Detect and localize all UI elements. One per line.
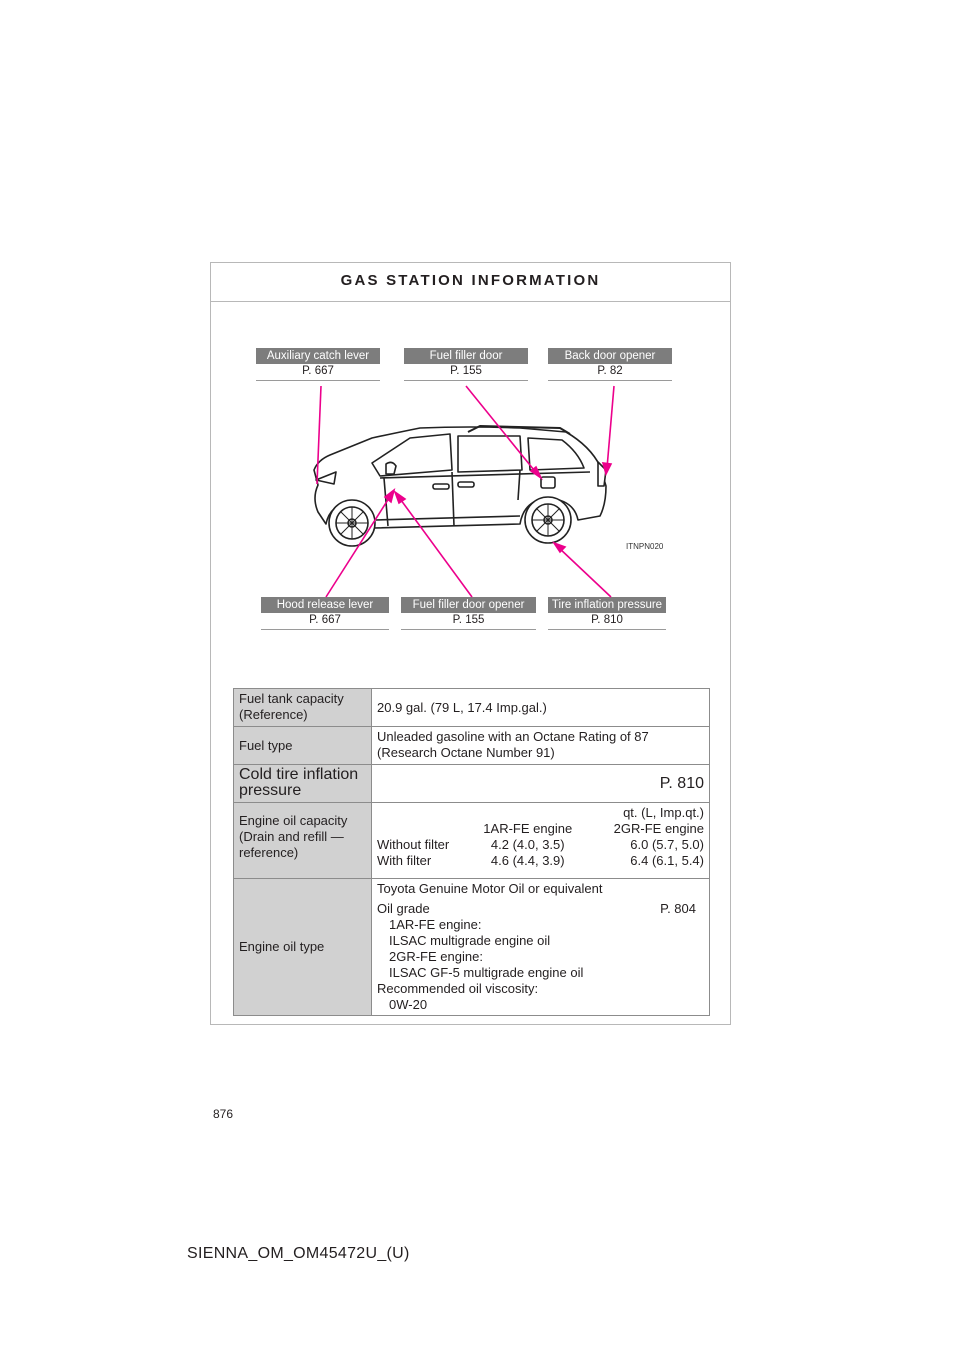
- oil-e2-name: 2GR-FE engine:: [389, 949, 483, 964]
- oil-e2-oil: ILSAC GF-5 multigrade engine oil: [389, 965, 584, 980]
- oil-row-v2: 6.0 (5.7, 5.0): [630, 837, 704, 852]
- fuel-type-label: Fuel type: [234, 727, 372, 765]
- cold-tire-label: Cold tire inflation pressure: [234, 765, 372, 803]
- oil-viscosity-value: 0W-20: [389, 997, 428, 1012]
- oil-grade-page-ref[interactable]: P. 804: [660, 901, 696, 916]
- callout-label: Back door opener: [548, 348, 672, 364]
- fuel-type-value: [372, 727, 710, 765]
- oil-e1-oil: ILSAC multigrade engine oil: [389, 933, 551, 948]
- callout-page-ref[interactable]: P. 155: [404, 364, 528, 381]
- callout-label: Hood release lever: [261, 597, 389, 613]
- oil-type-line1: Toyota Genuine Motor Oil or equivalent: [377, 881, 603, 896]
- leader-back-door-opener: [607, 386, 614, 468]
- oil-row-name: With filter: [377, 853, 432, 868]
- oil-e1-name: 1AR-FE engine:: [389, 917, 482, 932]
- callout-label: Auxiliary catch lever: [256, 348, 380, 364]
- oil-col-2gr: 2GR-FE engine: [613, 821, 704, 836]
- callout-page-ref[interactable]: P. 155: [401, 613, 536, 630]
- callout-page-ref[interactable]: P. 667: [256, 364, 380, 381]
- table-row: [234, 727, 710, 765]
- fuel-tank-value: 20.9 gal. (79 L, 17.4 Imp.gal.): [372, 689, 710, 727]
- oil-grade-label: Oil grade: [377, 901, 430, 916]
- leader-tire-inflation-pressure: [558, 547, 611, 597]
- oil-row-v1: 4.6 (4.4, 3.9): [490, 853, 565, 868]
- oil-viscosity-label: Recommended oil viscosity:: [377, 981, 539, 996]
- page-title: GAS STATION INFORMATION: [211, 263, 730, 302]
- fuel-filler-door-shape: [541, 477, 555, 488]
- table-row: [234, 765, 710, 803]
- oil-row-name: Without filter: [377, 837, 450, 852]
- fuel-tank-label: Fuel tank capacity (Reference): [234, 689, 372, 727]
- middle-window: [458, 436, 522, 472]
- callout-page-ref[interactable]: P. 810: [548, 613, 666, 630]
- fuel-type-line2: (Research Octane Number 91): [377, 745, 555, 760]
- callout-label: Tire inflation pressure: [548, 597, 666, 613]
- engine-oil-type-label: Engine oil type: [234, 879, 372, 1016]
- callout-page-ref[interactable]: P. 667: [261, 613, 389, 630]
- callout-page-ref[interactable]: P. 82: [548, 364, 672, 381]
- oil-row-v1: 4.2 (4.0, 3.5): [490, 837, 565, 852]
- engine-oil-capacity-label: Engine oil capacity (Drain and refill — reference): [234, 803, 372, 879]
- engine-oil-type-value: [372, 879, 710, 1016]
- footer-doc-code: SIENNA_OM_OM45472U_(U): [187, 1245, 410, 1262]
- fuel-type-line1: Unleaded gasoline with an Octane Rating of 87: [377, 729, 649, 744]
- oil-row-v2: 6.4 (6.1, 5.4): [630, 853, 704, 868]
- engine-oil-capacity-value: [372, 803, 710, 879]
- oil-capacity-unit: qt. (L, Imp.qt.): [623, 805, 704, 820]
- table-row: [234, 879, 710, 1016]
- table-row: [234, 803, 710, 879]
- rear-wheel: [525, 497, 571, 543]
- image-code: ITNPN020: [626, 542, 664, 551]
- oil-capacity-grid: [377, 821, 704, 869]
- callout-label: Fuel filler door opener: [401, 597, 536, 613]
- table-row: [234, 689, 710, 727]
- callout-label: Fuel filler door: [404, 348, 528, 364]
- fuel-info-table: [233, 688, 710, 1016]
- oil-col-1ar: 1AR-FE engine: [483, 821, 573, 836]
- page-number: 876: [213, 1107, 234, 1121]
- oil-grade-row: [377, 901, 704, 917]
- front-wheel: [329, 500, 375, 546]
- cold-tire-page-ref[interactable]: P. 810: [372, 765, 710, 803]
